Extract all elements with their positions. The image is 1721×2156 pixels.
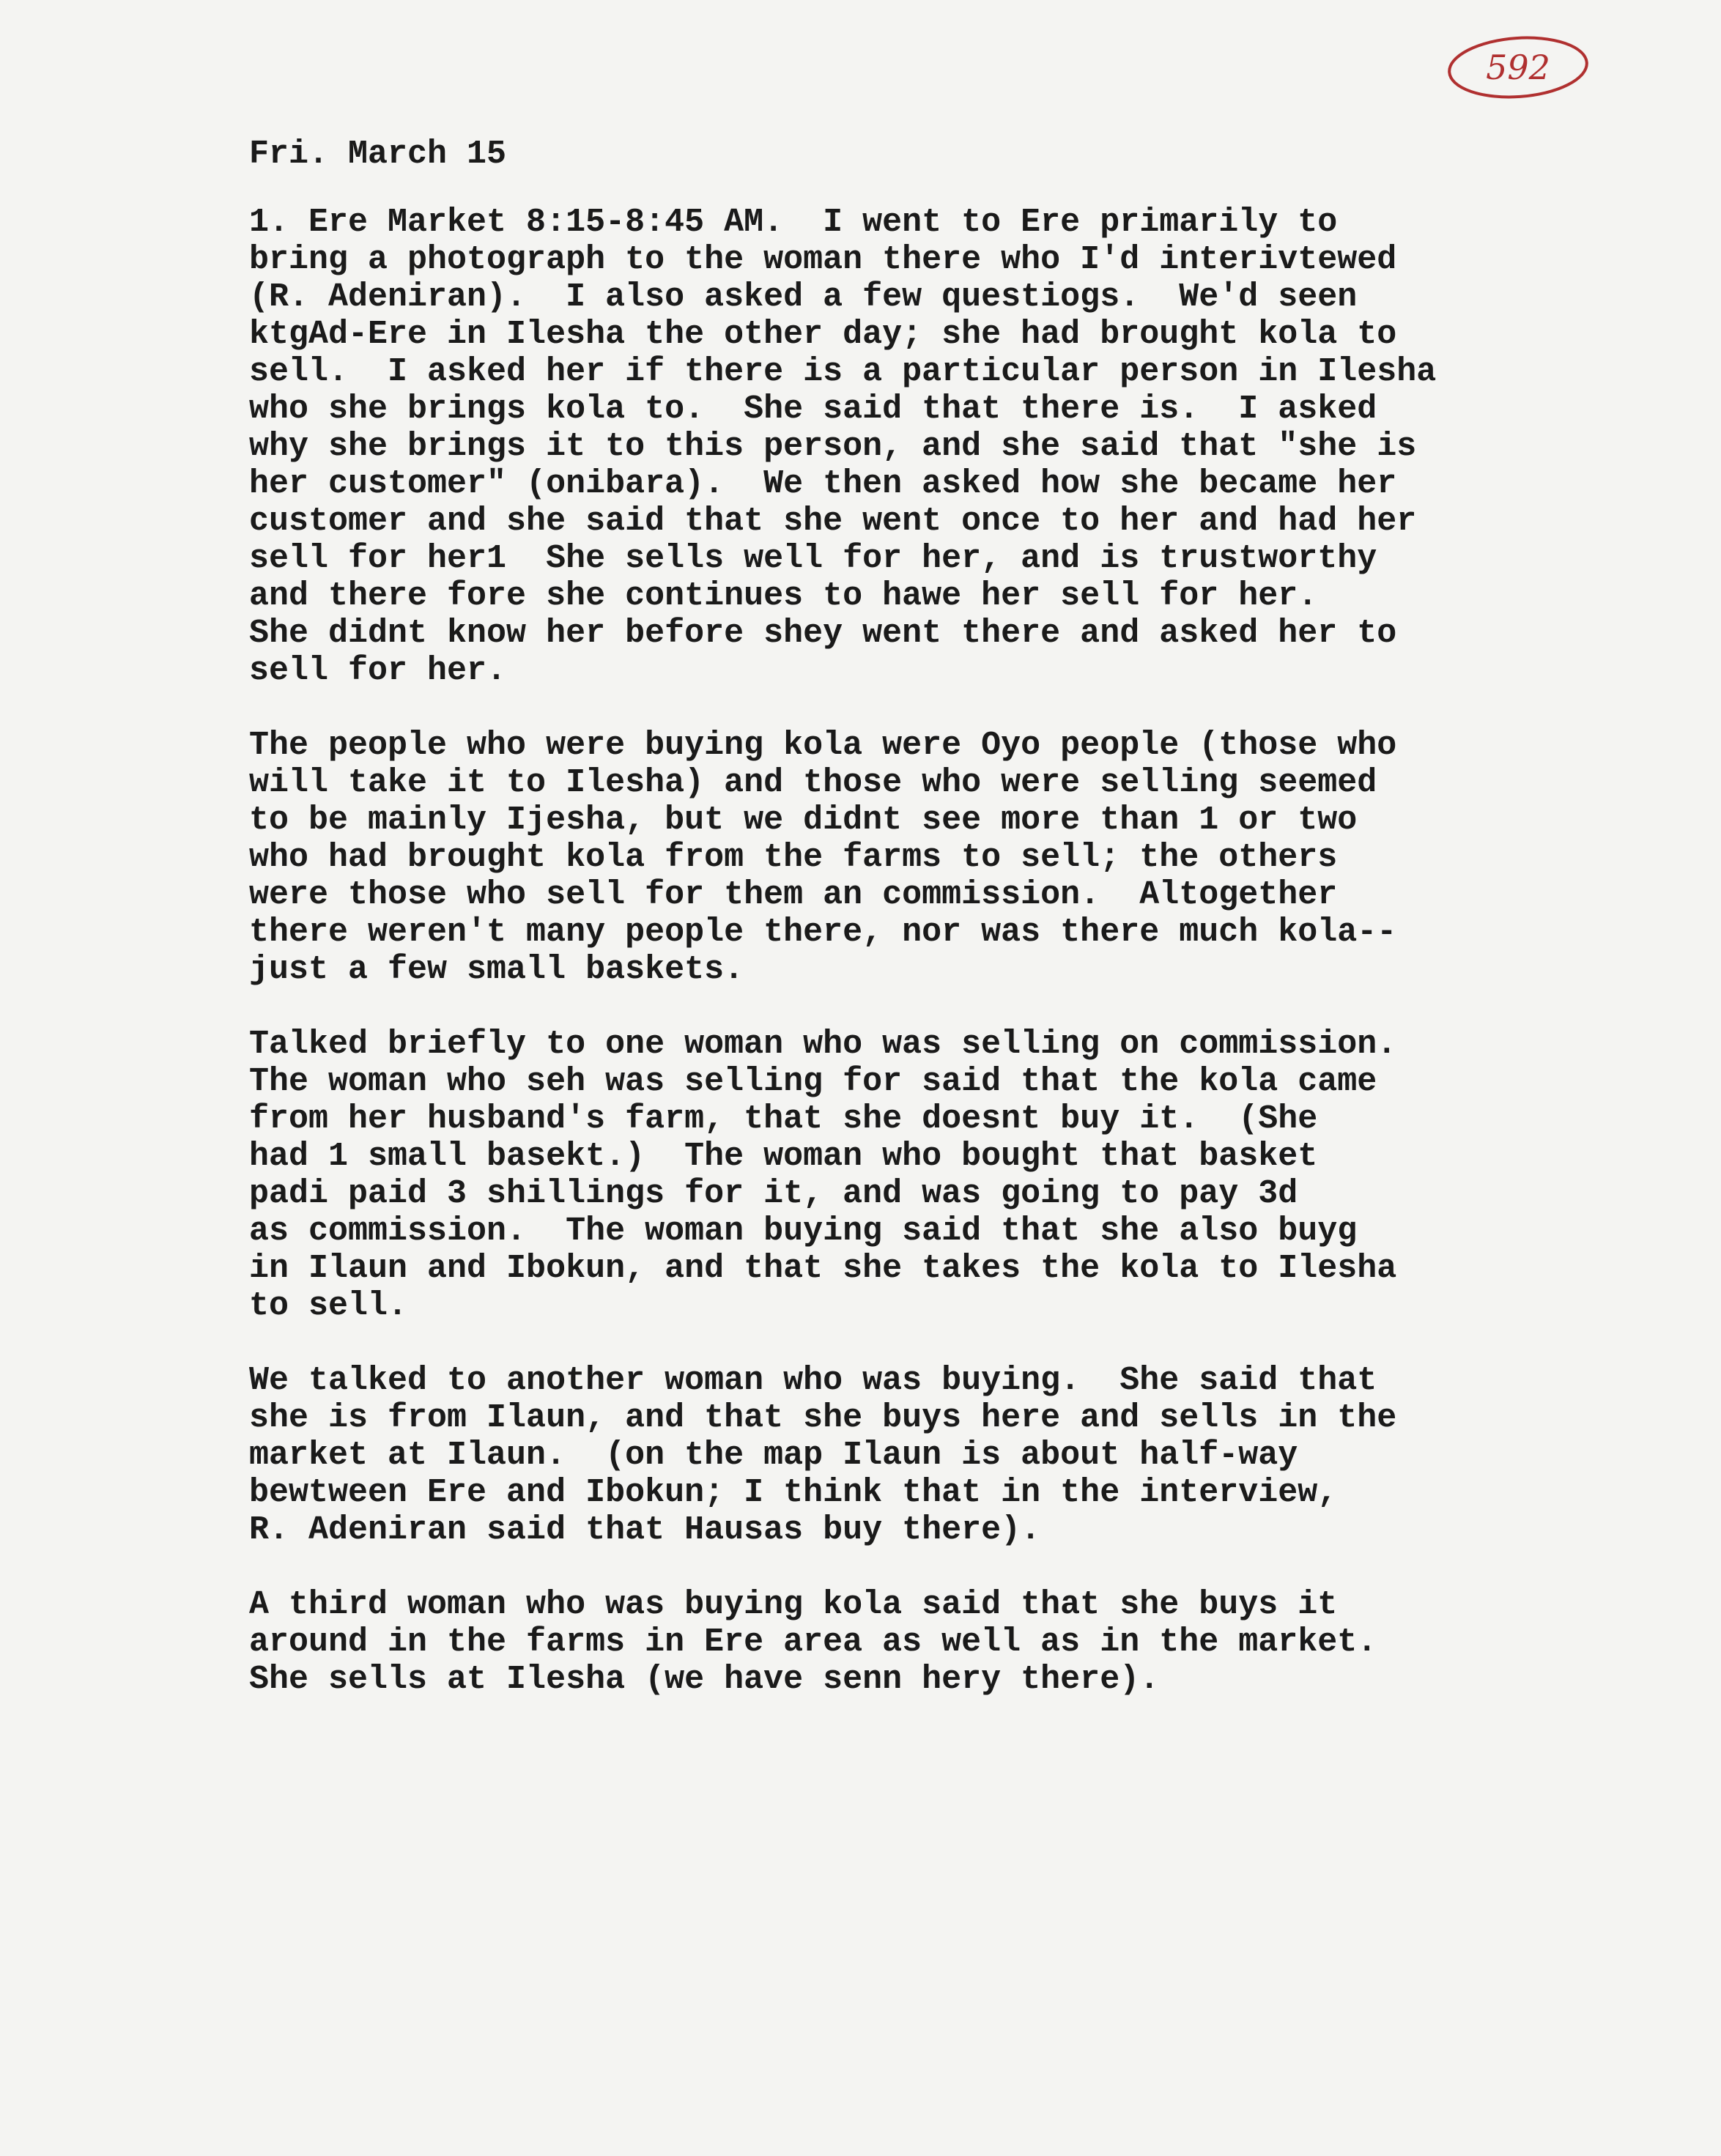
text-line: to sell. (249, 1287, 408, 1325)
text-line: just a few small baskets. (249, 951, 744, 988)
paragraph-list (249, 204, 1590, 1698)
typed-notes (249, 136, 1590, 1735)
text-line: market at Ilaun. (on the map Ilaun is about half-way (249, 1437, 1298, 1474)
text-line: (R. Adeniran). I also asked a few questiogs. We'd seen (249, 278, 1358, 316)
text-line: around in the farms in Ere area as well as in the market. (249, 1623, 1377, 1661)
text-line: were those who sell for them an commission. Altogether (249, 876, 1338, 914)
text-line: bewtween Ere and Ibokun; I think that in the interview, (249, 1474, 1338, 1511)
text-line: in Ilaun and Ibokun, and that she takes the kola to Ilesha (249, 1250, 1397, 1287)
text-line: to be mainly Ijesha, but we didnt see more than 1 or two (249, 801, 1358, 839)
text-line: sell for her. (249, 652, 507, 689)
page-number-text: 592 (1486, 48, 1550, 87)
text-line: her customer" (onibara). We then asked how she became her (249, 465, 1397, 503)
text-line: padi paid 3 shillings for it, and was going to pay 3d (249, 1175, 1298, 1212)
text-line: 1. Ere Market 8:15-8:45 AM. I went to Ere primarily to (249, 204, 1338, 241)
paragraph (249, 1026, 1590, 1325)
text-line: who she brings kola to. She said that there is. I asked (249, 390, 1377, 428)
text-line: she is from Ilaun, and that she buys here and sells in the (249, 1399, 1397, 1437)
page-number-stamp (1445, 32, 1591, 103)
text-line: She didnt know her before shey went there and asked her to (249, 615, 1397, 652)
text-line: who had brought kola from the farms to sell; the others (249, 839, 1338, 876)
paragraph (249, 1586, 1590, 1698)
text-line: ktgAd-Ere in Ilesha the other day; she had brought kola to (249, 316, 1397, 353)
text-line: A third woman who was buying kola said that she buys it (249, 1586, 1338, 1623)
text-line: The people who were buying kola were Oyo people (those who (249, 727, 1397, 764)
paragraph (249, 727, 1590, 988)
paragraph (249, 1362, 1590, 1549)
text-line: R. Adeniran said that Hausas buy there). (249, 1511, 1041, 1549)
text-line: customer and she said that she went once to her and had her (249, 503, 1417, 540)
text-line: there weren't many people there, nor was there much kola-- (249, 914, 1397, 951)
text-line: She sells at Ilesha (we have senn hery there). (249, 1661, 1160, 1698)
text-line: We talked to another woman who was buying. She said that (249, 1362, 1377, 1399)
date-line: Fri. March 15 (249, 136, 507, 173)
text-line: sell. I asked her if there is a particular person in Ilesha (249, 353, 1437, 390)
text-line: why she brings it to this person, and she said that "she is (249, 428, 1417, 465)
text-line: as commission. The woman buying said that she also buyg (249, 1212, 1358, 1250)
text-line: had 1 small basekt.) The woman who bought that basket (249, 1138, 1318, 1175)
text-line: and there fore she continues to hawe her sell for her. (249, 577, 1318, 615)
text-line: bring a photograph to the woman there who I'd interivtewed (249, 241, 1397, 278)
text-line: Talked briefly to one woman who was selling on commission. (249, 1026, 1397, 1063)
paragraph (249, 204, 1590, 689)
text-line: sell for her1 She sells well for her, and is trustworthy (249, 540, 1377, 577)
text-line: from her husband's farm, that she doesnt buy it. (She (249, 1100, 1318, 1138)
text-line: The woman who seh was selling for said that the kola came (249, 1063, 1377, 1100)
text-line: will take it to Ilesha) and those who were selling seemed (249, 764, 1377, 801)
